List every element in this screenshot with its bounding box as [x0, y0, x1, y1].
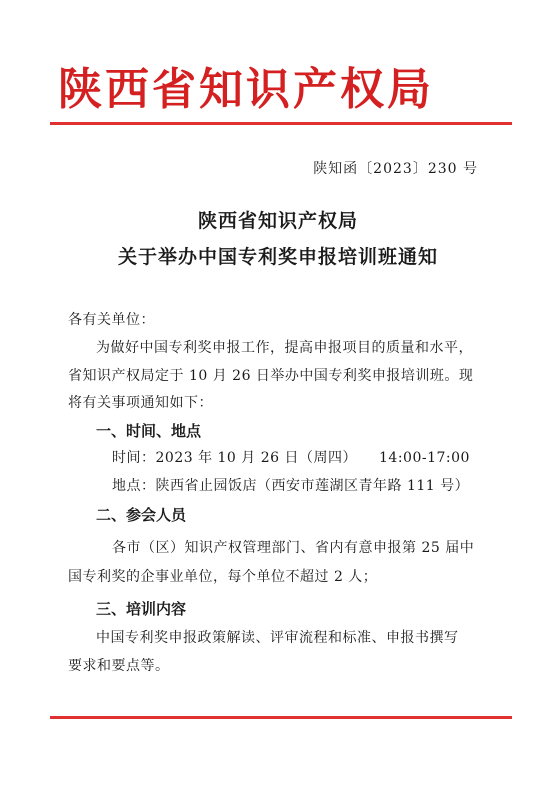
document-title-line1: 陕西省知识产权局: [197, 210, 358, 232]
letterhead-divider: [50, 122, 512, 125]
meeting-time: 时间：2023 年 10 月 26 日（周四） 14:00-17:00: [112, 450, 470, 466]
training-content-line: 中国专利奖申报政策解读、评审流程和标准、申报书撰写: [96, 630, 459, 646]
intro-line: 为做好中国专利奖申报工作，提高申报项目的质量和水平，: [96, 340, 473, 356]
footer-divider: [50, 716, 512, 719]
salutation: 各有关单位：: [68, 312, 155, 328]
letterhead-org-name: 陕西省知识产权局: [58, 64, 434, 115]
section2-heading: 二、参会人员: [96, 506, 187, 524]
document-title-line2: 关于举办中国专利奖申报培训班通知: [117, 246, 438, 268]
participants-line: 各市（区）知识产权管理部门、省内有意申报第 25 届中: [112, 540, 475, 556]
participants-line: 国专利奖的企事业单位，每个单位不超过 2 人；: [68, 569, 378, 585]
section3-heading: 三、培训内容: [96, 600, 187, 618]
training-content-line: 要求和要点等。: [68, 658, 170, 674]
intro-line: 省知识产权局定于 10 月 26 日举办中国专利奖申报培训班。现: [68, 368, 474, 384]
document-number: 陕知函〔2023〕230 号: [313, 161, 478, 177]
intro-line: 将有关事项通知如下：: [68, 395, 213, 411]
meeting-place: 地点：陕西省止园饭店（西安市莲湖区青年路 111 号）: [112, 478, 470, 494]
section1-heading: 一、时间、地点: [96, 422, 202, 440]
